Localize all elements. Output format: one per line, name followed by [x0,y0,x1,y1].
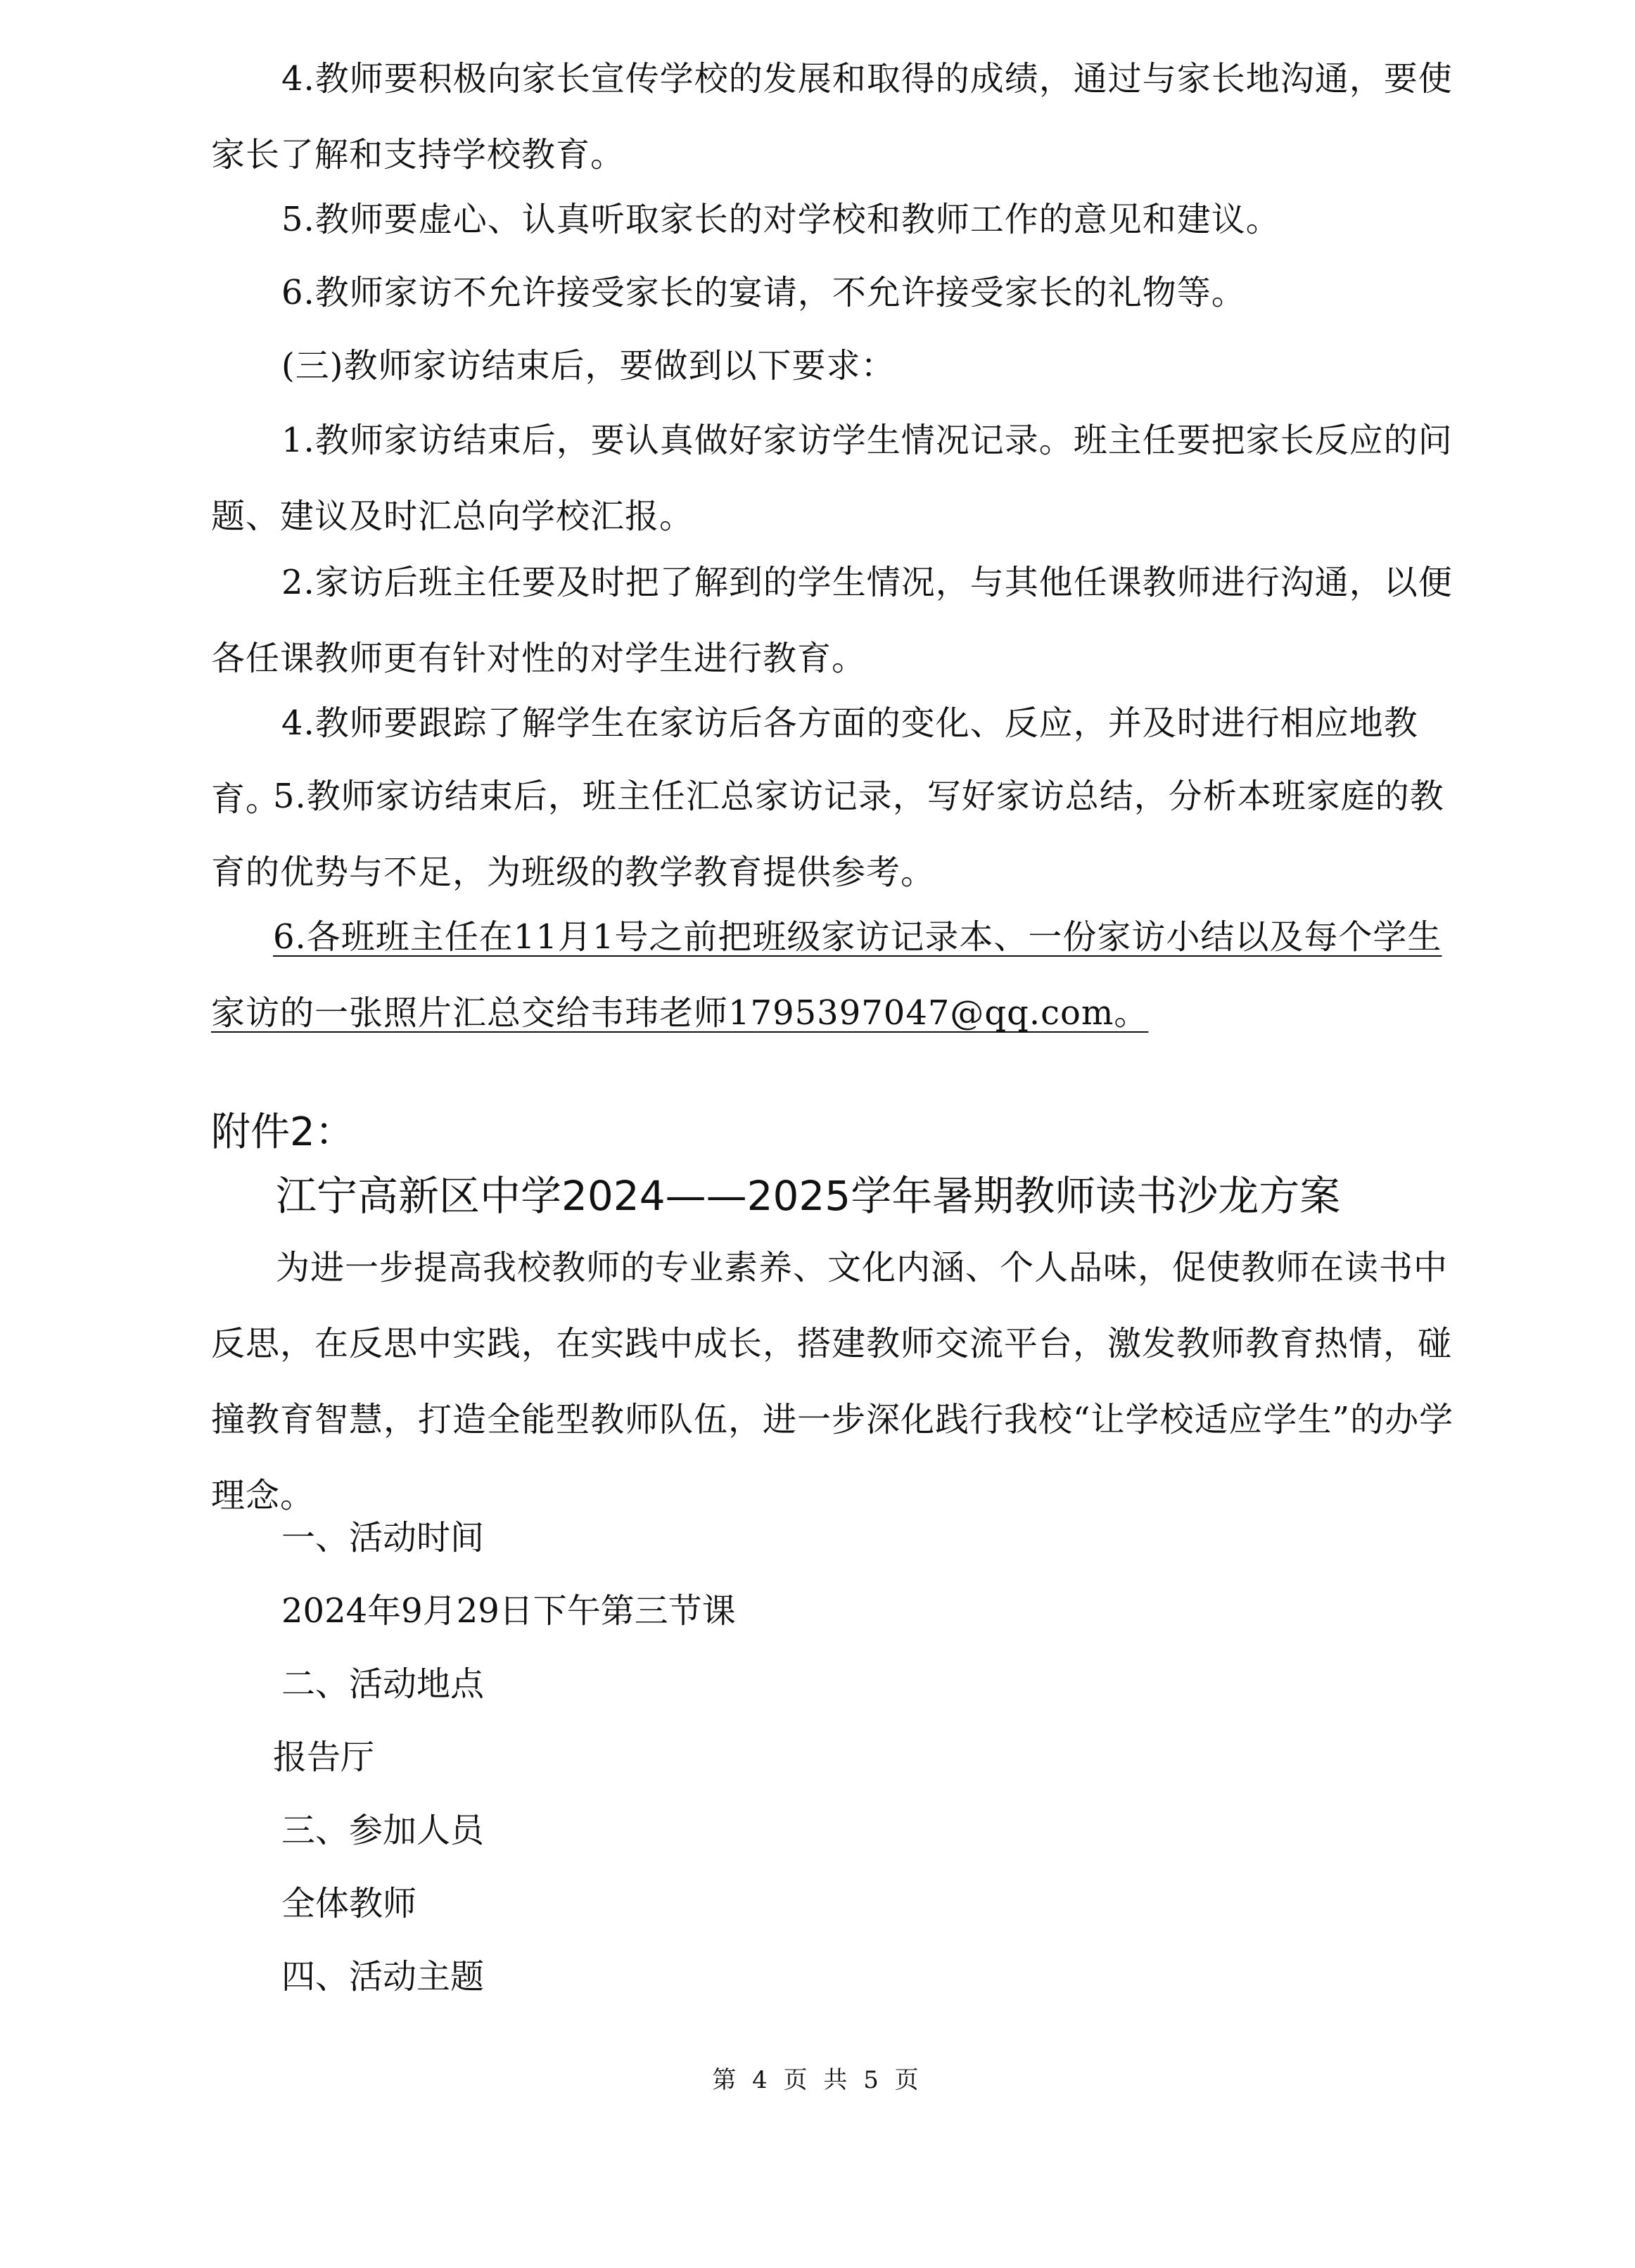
paragraph-item-b2: 2.家访后班主任要及时把了解到的学生情况，与其他任课教师进行沟通，以便各任课教师更有针对性的对学生进行教育。 [211,563,1453,678]
activity-location-value: 报告厅 [273,1738,375,1777]
paragraph-item-b4: 4.教师要跟踪了解学生在家访后各方面的变化、反应，并及时进行相应地教育。 [211,703,1418,819]
section-3-heading-attendees: 三、参加人员 [281,1811,485,1850]
paragraph-item-6: 6.教师家访不允许接受家长的宴请，不允许接受家长的礼物等。 [281,273,1246,312]
paragraph-item-5: 5.教师要虚心、认真听取家长的对学校和教师工作的意见和建议。 [281,200,1280,239]
section-3-heading: (三)教师家访结束后，要做到以下要求： [281,346,896,386]
page-number-footer: 第 4 页 共 5 页 [712,2066,923,2094]
intro-paragraph: 为进一步提高我校教师的专业素养、文化内涵、个人品味，促使教师在读书中反思，在反思中实践，在实践中成长，搭建教师交流平台，激发教师教育热情，碰撞教育智慧，打造全能型教师队伍，进一步深化践行我校“让学校适应学生”的办学理念。 [211,1248,1454,1515]
section-4-heading: 四、活动主题 [281,1957,485,1996]
activity-time-value: 2024年9月29日下午第三节课 [281,1591,736,1631]
attendees-value: 全体教师 [281,1884,417,1923]
section-1-heading: 一、活动时间 [281,1518,485,1557]
attachment-label: 附件2： [211,1109,355,1155]
section-2-heading: 二、活动地点 [281,1664,485,1704]
attachment-title: 江宁高新区中学2024——2025学年暑期教师读书沙龙方案 [276,1172,1341,1220]
paragraph-item-b5: 5.教师家访结束后，班主任汇总家访记录，写好家访总结，分析本班家庭的教育的优势与不足，为班级的教学教育提供参考。 [211,777,1444,892]
paragraph-item-b6: 6.各班班主任在11月1号之前把班级家访记录本、一份家访小结以及每个学生家访的一张照片汇总交给韦玮老师1795397047@qq.com。 [211,917,1442,1033]
paragraph-item-4: 4.教师要积极向家长宣传学校的发展和取得的成绩，通过与家长地沟通，要使家长了解和支持学校教育。 [211,59,1453,174]
paragraph-item-b1: 1.教师家访结束后，要认真做好家访学生情况记录。班主任要把家长反应的问题、建议及时汇总向学校汇报。 [211,421,1453,536]
